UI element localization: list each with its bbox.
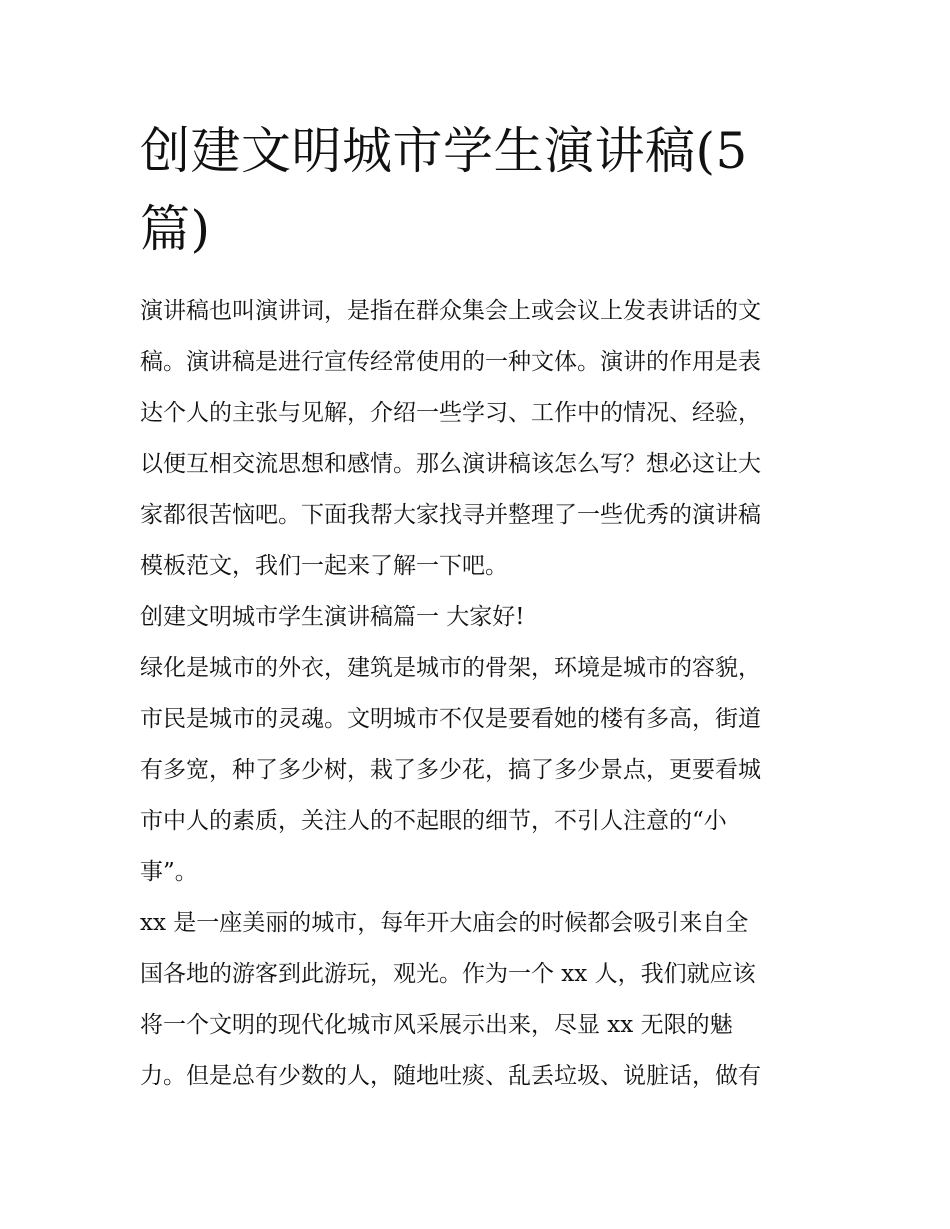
intro-paragraph-line: 模板范文，我们一起来了解一下吧。 [140,553,508,579]
document-title [140,112,815,268]
paragraph-line: 市中人的素质，关注人的不起眼的细节，不引人注意的“小 [140,808,727,834]
title-line: 篇) [140,200,211,258]
paragraph-line: 有多宽，种了多少树，栽了多少花，搞了多少景点，更要看城 [140,757,761,783]
intro-paragraph-line: 以便互相交流思想和感情。那么演讲稿该怎么写？想必这让大 [140,451,761,477]
intro-paragraph-line: 家都很苦恼吧。下面我帮大家找寻并整理了一些优秀的演讲稿 [140,502,761,528]
paragraph-line: 事”。 [140,859,198,885]
intro-paragraph-line: 稿。演讲稿是进行宣传经常使用的一种文体。演讲的作用是表 [140,349,761,375]
paragraph-line: 国各地的游客到此游玩，观光。作为一个 xx 人，我们就应该 [140,961,756,987]
section-heading-line: 创建文明城市学生演讲稿篇一 大家好! [140,604,525,630]
document-body [140,286,815,1102]
paragraph-line: 将一个文明的现代化城市风采展示出来，尽显 xx 无限的魅 [140,1012,733,1038]
title-line: 创建文明城市学生演讲稿(5 [140,122,748,180]
paragraph-line: 力。但是总有少数的人，随地吐痰、乱丢垃圾、说脏话，做有 [140,1063,761,1089]
intro-paragraph-line: 达个人的主张与见解，介绍一些学习、工作中的情况、经验， [140,400,761,426]
paragraph-line: xx 是一座美丽的城市，每年开大庙会的时候都会吸引来自全 [140,910,749,936]
document-content [140,112,815,1102]
intro-paragraph-line: 演讲稿也叫演讲词，是指在群众集会上或会议上发表讲话的文 [140,298,761,324]
paragraph-line: 市民是城市的灵魂。文明城市不仅是要看她的楼有多高，街道 [140,706,761,732]
paragraph-line: 绿化是城市的外衣，建筑是城市的骨架，环境是城市的容貌， [140,655,761,681]
